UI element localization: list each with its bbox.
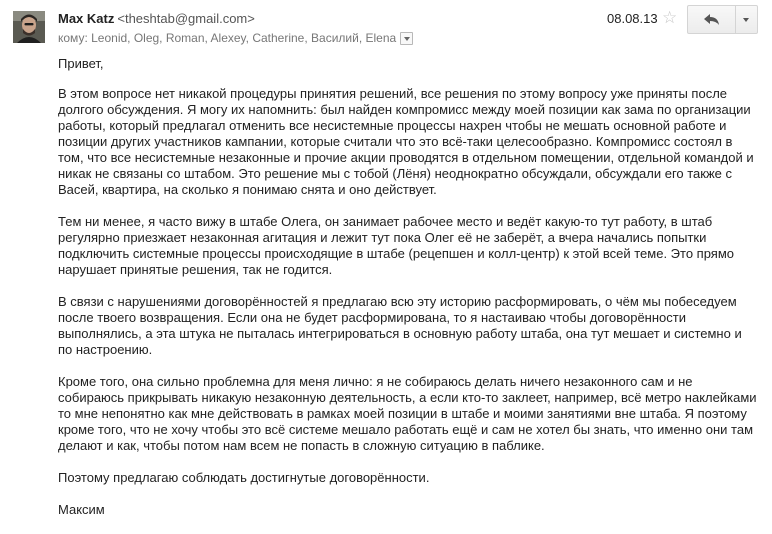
reply-button-group (687, 5, 758, 34)
body-paragraph: Тем ни менее, я часто вижу в штабе Олега, он занимает рабочее место и ведёт какую-то тут работу, в штаб регулярно приезжает незаконная агитация и лежит тут пока Олег её не заберёт, а вчера начались попытки подключить системные процессы происходящие в штабе (рецепшен и колл-центр) к этой всей теме. Это прямо нарушает принятые решения, так не годится. (58, 214, 734, 277)
sender-name[interactable]: Max Katz (58, 11, 115, 26)
more-options-button[interactable] (736, 5, 758, 34)
message-body (58, 56, 758, 534)
message-date: 08.08.13 (607, 11, 658, 26)
greeting: Привет, (58, 56, 104, 71)
recipients-list: Leonid, Oleg, Roman, Alexey, Catherine, Василий, Elena (91, 31, 397, 45)
body-paragraph: В этом вопросе нет никакой процедуры принятия решений, все решения по этому вопросу уже приняты после долгого обсуждения. Я могу их напомнить: был найден компромисс между моей позиции как зама по организации работы, который предлагал отменить все несистемные процессы нахрен чтобы не мешать основной работе и позиции других участников кампании, которые считали что это всё-таки целесообразно. Компромисс состоял в том, что все несистемные незаконные и прочие акции проводятся в отдельном помещении, отдельной командой и никак не связаны со штабом. Это решение мы с тобой (Лёня) неоднократно обсуждали, обсуждали его также с Васей, квартира, на сколько я понимаю снята и оно действует. (58, 86, 754, 197)
signature: Максим (58, 502, 105, 517)
show-details-chevron-icon[interactable] (400, 32, 413, 45)
recipients-line (58, 30, 772, 46)
body-paragraph: Кроме того, она сильно проблемна для меня лично: я не собираюсь делать ничего незаконного сам и не собираюсь прикрывать никакую незаконную деятельность, а если кто-то заклеет, например, всё метро наклейками то мне непонятно как мне действовать в рамках моей позиции в штабе и моими занятиями вне штаба. Я поэтому кроме того, что не хочу чтобы это всё системе мешало работать ещё и сам не хотел бы знать, что именно они там делают и как, чтобы потом нам всем не попасть в сложную ситуацию в паблике. (58, 374, 757, 453)
star-icon[interactable]: ☆ (662, 8, 678, 27)
reply-button[interactable] (687, 5, 736, 34)
reply-arrow-icon (704, 14, 720, 26)
to-label: кому: (58, 31, 88, 45)
sender-avatar[interactable] (13, 11, 45, 43)
sender-email: <theshtab@gmail.com> (117, 11, 255, 26)
body-paragraph: В связи с нарушениями договорённостей я предлагаю всю эту историю расформировать, о чём мы побеседуем после твоего возвращения. Если она не будет расформирована, то я настаиваю чтобы договорённости выполнялись, а эта штука не пыталась интегрироваться в основную работу штаба, она тут мешает и системно и по настроению. (58, 294, 742, 357)
user-photo-icon (13, 11, 45, 43)
body-paragraph: Поэтому предлагаю соблюдать достигнутые договорённости. (58, 470, 430, 485)
